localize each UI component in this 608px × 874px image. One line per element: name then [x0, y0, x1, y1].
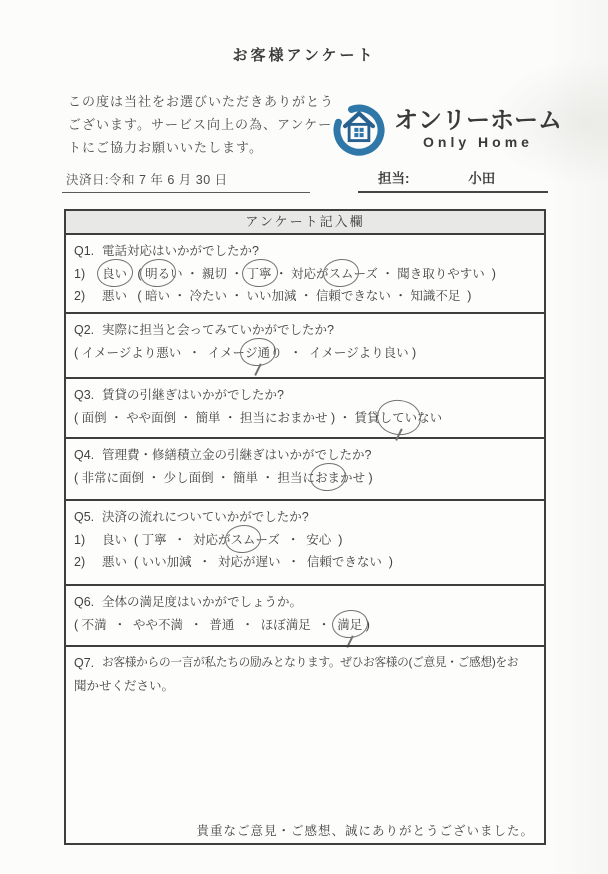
handwritten-circle-mark: スム: [230, 529, 255, 552]
question-number: Q6.: [74, 595, 95, 609]
option-text: ): [362, 617, 370, 632]
question-q1: [66, 235, 544, 312]
option-text: い ・ 親切 ・: [170, 266, 247, 281]
question-row: [74, 652, 536, 675]
question-q7: [66, 645, 544, 843]
option-text: 実際に担当と会ってみていかがでしたか?: [102, 323, 334, 337]
question-text: [102, 444, 536, 467]
option-text: 賃貸の引継ぎはいかがでしたか?: [102, 388, 284, 402]
question-row: [74, 591, 536, 614]
option-text: ーズ ・ 安心 ): [255, 532, 343, 547]
question-text: [102, 285, 536, 308]
option-text: 悪い ( 暗い ・ 冷たい ・ いい加減 ・ 信頼できない ・ 知識不足 ): [102, 289, 472, 303]
question-row: [74, 263, 536, 286]
staff-name-value: 小田: [468, 171, 496, 186]
option-text: ( 不満 ・ やや不満 ・ 普通 ・ ほぼ満足 ・: [74, 617, 338, 632]
question-row: [74, 551, 536, 574]
question-text: [74, 342, 536, 365]
question-number: 1): [74, 532, 86, 547]
question-text: [74, 467, 536, 490]
staff-label: 担当:: [378, 171, 410, 186]
question-number: Q2.: [74, 323, 95, 337]
house-in-circle-icon: [330, 100, 388, 158]
question-text: [74, 407, 536, 430]
option-text: ( 非常に面倒 ・ 少し面倒 ・ 簡単 ・ 担当に: [74, 470, 315, 485]
question-text: [102, 652, 536, 675]
question-number: Q1.: [74, 244, 95, 258]
option-text: 全体の満足度はいかがでしょうか。: [102, 595, 303, 609]
question-q3: [66, 377, 544, 437]
option-text: かせ ): [340, 470, 373, 485]
handwritten-circle-mark: してい: [380, 407, 418, 430]
handwritten-circle-mark: 明る: [145, 263, 170, 286]
question-q4: [66, 437, 544, 499]
option-text: ーズ ・ 聞き取りやすい ): [353, 266, 496, 281]
option-text: 決済の流れについていかがでしたか?: [102, 510, 309, 524]
question-row: [74, 467, 536, 490]
question-number: Q4.: [74, 448, 95, 462]
handwritten-circle-mark: おま: [315, 467, 340, 490]
question-text: [74, 675, 536, 698]
question-q2: [66, 312, 544, 377]
option-text: ( イメージより悪い ・ イメー: [74, 345, 246, 360]
question-number: Q7.: [74, 656, 95, 670]
handwritten-circle-mark: 満足: [337, 614, 362, 637]
question-number: 2): [74, 555, 86, 569]
thanks-message: 貴重なご意見・ご感想、誠にありがとうございました。: [196, 824, 534, 838]
question-row: [74, 384, 536, 407]
question-text: [102, 529, 536, 552]
question-text: [102, 551, 536, 574]
question-q5: [66, 499, 544, 584]
question-row: [74, 614, 536, 637]
question-text: [102, 319, 536, 342]
option-text: ( 面倒 ・ やや面倒 ・ 簡単 ・ 担当におまかせ ) ・ 賃貸: [74, 410, 380, 425]
question-text: [102, 506, 536, 529]
page-title: お客様アンケート: [232, 47, 376, 64]
option-text: り ・ イメージより良い ): [270, 345, 417, 360]
option-text: 電話対応はいかがでしたか?: [102, 244, 259, 258]
question-text: [102, 263, 536, 286]
question-text: [102, 384, 536, 407]
survey-table: [64, 209, 546, 845]
question-row: [74, 285, 536, 308]
intro-line: トにご協力お願いいたします。: [68, 140, 263, 155]
handwritten-circle-mark: 良い: [102, 263, 127, 286]
option-text: 悪い ( いい加減 ・ 対応が遅い ・ 信頼できない ): [102, 555, 393, 569]
question-number: 2): [74, 289, 86, 303]
handwritten-circle-mark: ジ通: [245, 342, 270, 365]
option-text: (: [127, 266, 146, 281]
handwritten-circle-mark: スム: [328, 263, 353, 286]
question-row: [74, 444, 536, 467]
company-logo: [330, 100, 562, 158]
question-row: [74, 506, 536, 529]
logo-text: [394, 108, 562, 150]
question-q6: [66, 584, 544, 645]
staff-field: [358, 167, 548, 193]
question-text: [102, 240, 536, 263]
intro-line: ございます。サービス向上の為、アンケー: [68, 117, 333, 132]
question-number: Q3.: [74, 388, 95, 402]
option-text: ない: [417, 410, 443, 425]
logo-brand-jp: オンリーホーム: [394, 107, 562, 134]
intro-line: この度は当社をお選びいただきありがとう: [68, 94, 335, 109]
option-text: お客様からの一言が私たちの励みとなります。ぜひお客様の(ご意見・ご感想)をお: [102, 656, 519, 669]
question-row: [74, 407, 536, 430]
option-text: 聞かせください。: [74, 678, 175, 693]
question-text: [102, 591, 536, 614]
intro-text: [68, 90, 334, 159]
question-number: Q5.: [74, 510, 95, 524]
question-row: [74, 342, 536, 365]
option-text: ・ 対応が: [271, 266, 329, 281]
option-text: 良い ( 丁寧 ・ 対応が: [102, 532, 231, 547]
survey-table-header: アンケート記入欄: [66, 211, 544, 235]
question-number: 1): [74, 266, 86, 281]
option-text: 管理費・修繕積立金の引継ぎはいかがでしたか?: [102, 448, 372, 462]
question-row: [74, 240, 536, 263]
settlement-date-field: 決済日:令和 7 年 6 月 30 日: [62, 170, 310, 193]
question-row: [74, 319, 536, 342]
handwritten-circle-mark: 丁寧: [247, 263, 272, 286]
logo-brand-en: Only Home: [423, 134, 533, 150]
question-text: [74, 614, 536, 637]
question-row: [74, 675, 536, 698]
survey-body: [66, 235, 544, 843]
question-row: [74, 529, 536, 552]
